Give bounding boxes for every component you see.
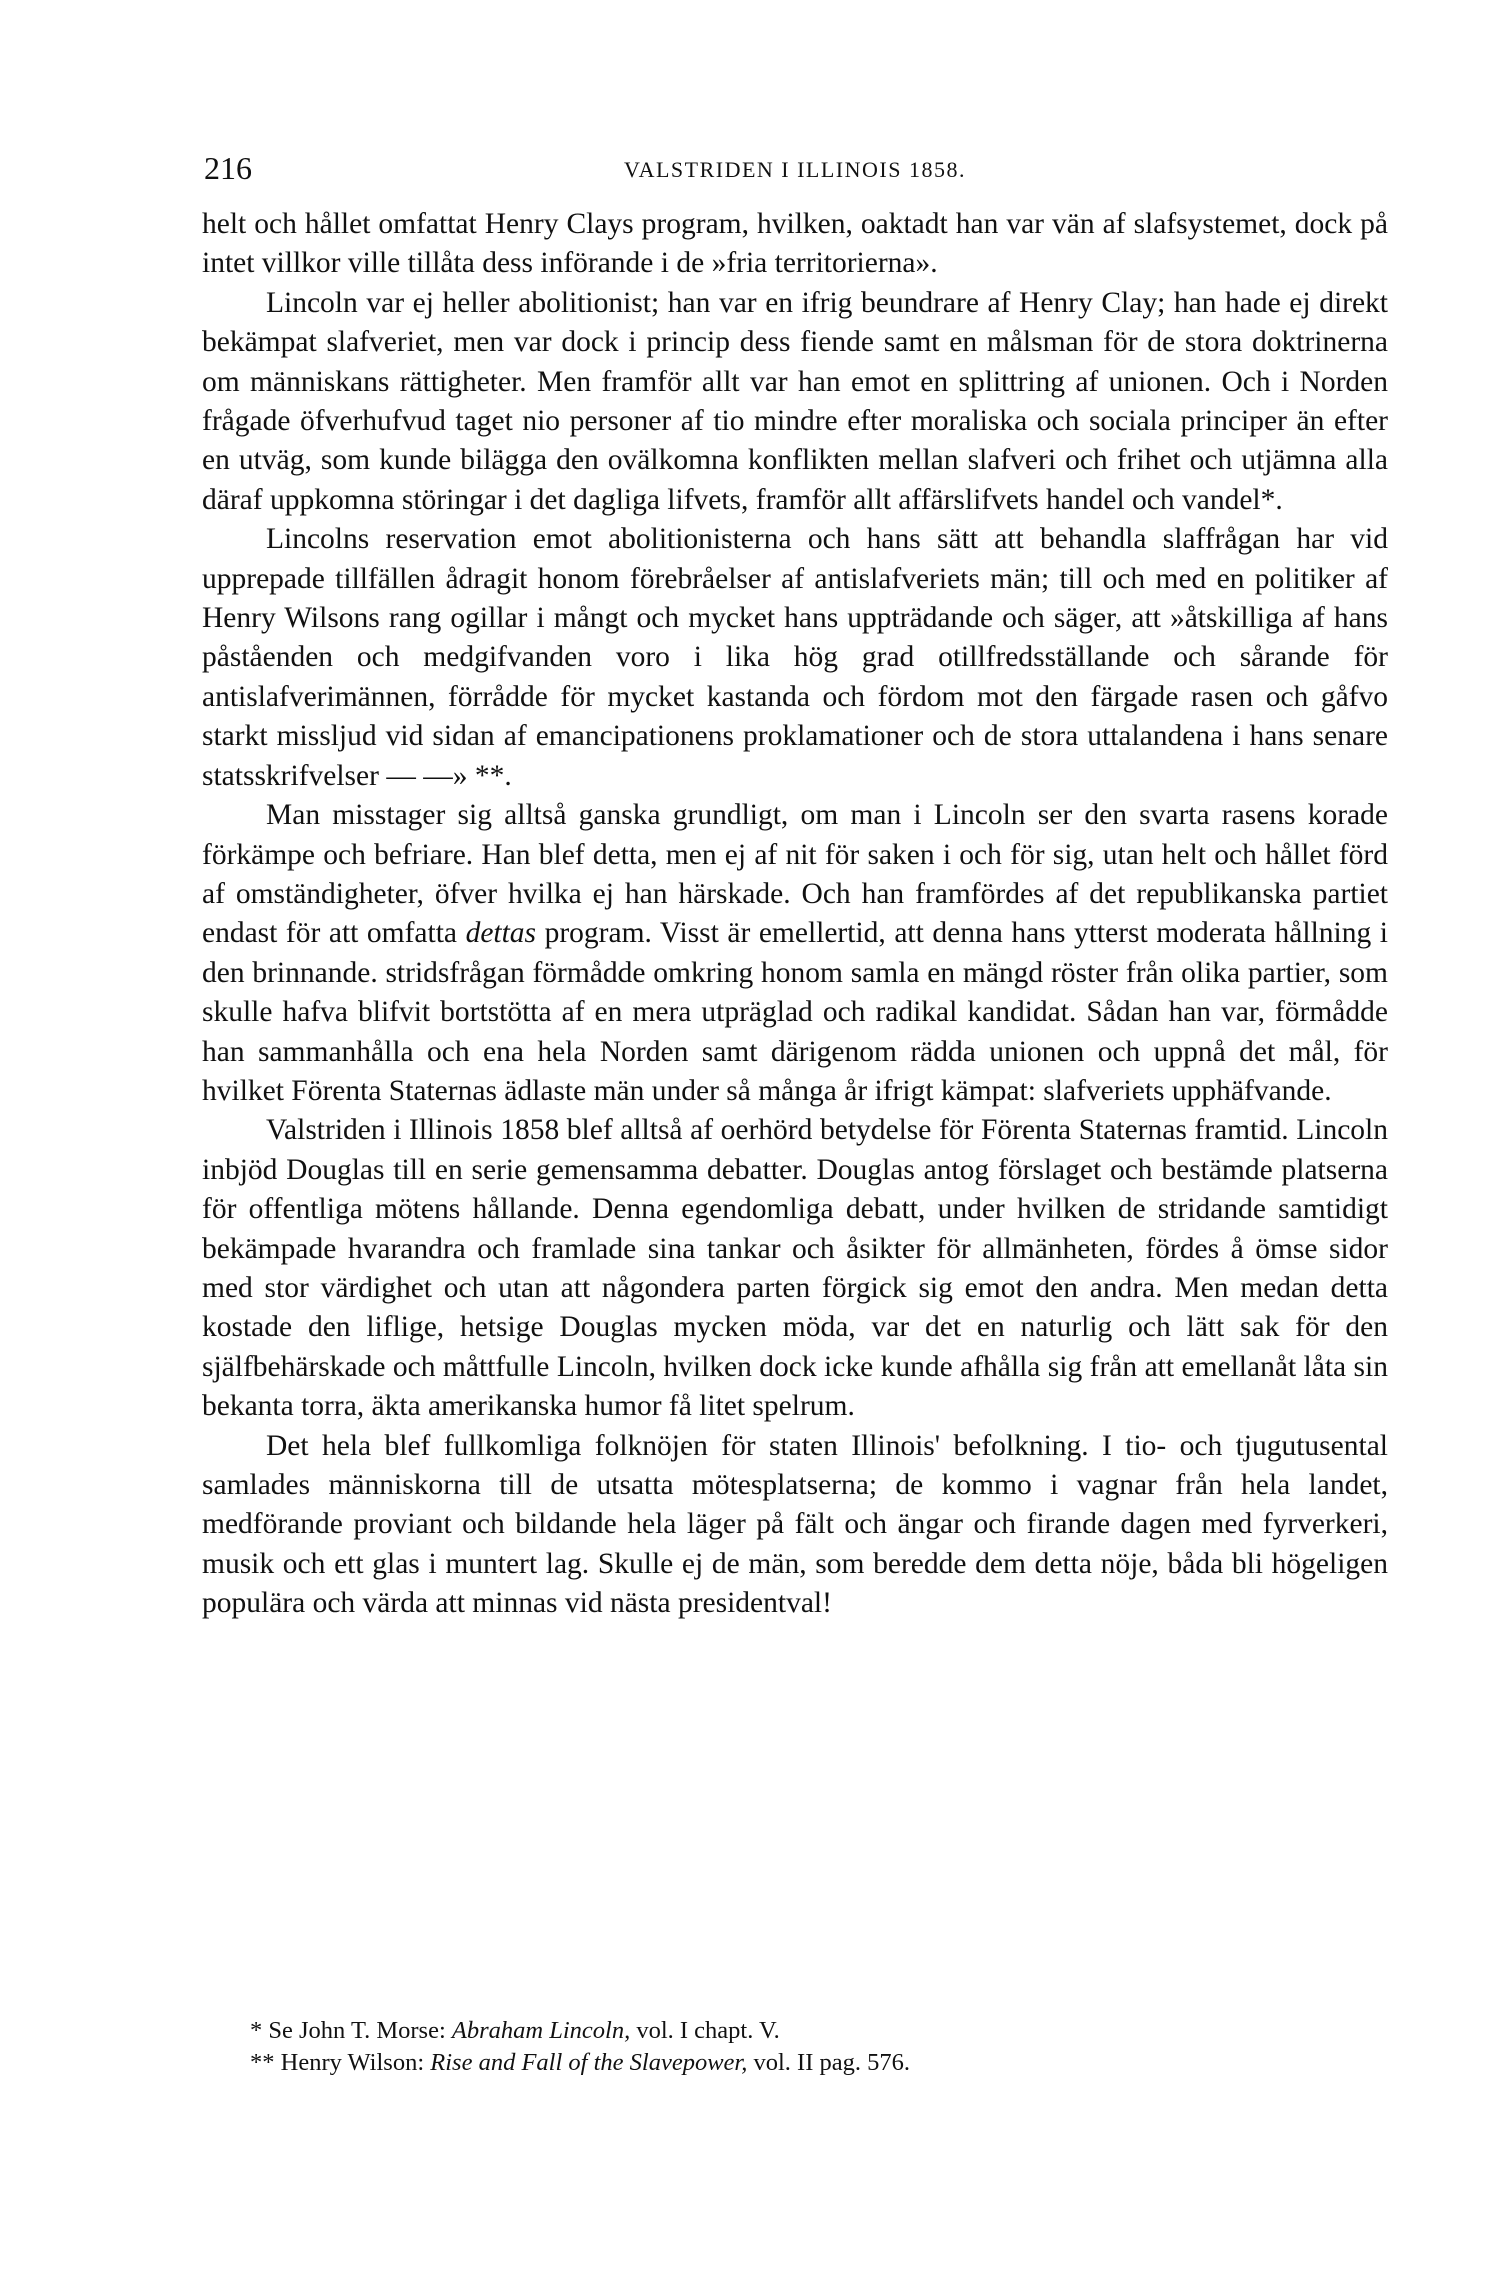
emphasized-word: dettas <box>465 917 537 950</box>
paragraph: Valstriden i Illinois 1858 blef alltså af oerhörd betydelse för Förenta Staternas framtid. Lincoln inbjöd Douglas till en serie gemensamma debatter. Douglas antog förslaget och bestämde platserna för offentliga mötens hållande. Denna egendomliga debatt, under hvilken de stridande samtidigt bekämpade hvarandra och framlade sina tankar och åsikter för allmänheten, fördes å ömse sidor med stor värdighet och utan att någondera parten förgick sig emot den andra. Men medan detta kostade den liflige, hetsige Douglas mycken möda, var det en naturlig och lätt sak för den själfbehärskade och måttfulle Lincoln, hvilken dock icke kunde afhålla sig från att emellanåt låta sin bekanta torra, äkta amerikanska humor få litet spelrum. <box>202 1114 1388 1423</box>
body-text <box>202 205 1388 1624</box>
footnote <box>250 2015 1350 2047</box>
paragraph: helt och hållet omfattat Henry Clays program, hvilken, oaktadt han var vän af slafsystemet, dock på intet villkor ville tillåta dess införande i de »fria territorierna». <box>202 208 1388 280</box>
footnote-work-title: Abraham Lincoln, <box>451 2017 631 2044</box>
footnote-text: Henry Wilson: <box>280 2049 431 2076</box>
footnote <box>250 2047 1350 2079</box>
footnote-text: vol. II pag. 576. <box>747 2049 910 2076</box>
paragraph: Det hela blef fullkomliga folknöjen för staten Illinois' befolkning. I tio- och tjugutusental samlades människorna till de utsatta mötesplatserna; de kommo i vagnar från hela landet, medförande proviant och bildande hela läger på fält och ängar och firande dagen med fyrverkeri, musik och ett glas i muntert lag. Skulle ej de män, som beredde dem detta nöje, båda bli högeligen populära och värda att minnas vid nästa presidentval! <box>202 1429 1388 1620</box>
paragraph-text: Man misstager sig alltså ganska grundligt, om man i Lincoln ser den svarta rasens korade förkämpe och befriare. Han blef detta, men ej af nit för saken i och för sig, utan helt och hållet förd af omständigheter, öfver hvilka ej han härskade. Och han framfördes af det republikanska partiet endast för att omfatta <box>202 799 1388 950</box>
footnote-mark: * <box>250 2017 263 2044</box>
paragraph: Lincoln var ej heller abolitionist; han var en ifrig beundrare af Henry Clay; han hade ej direkt bekämpat slafveriet, men var dock i princip dess fiende samt en målsman för de stora doktrinerna om människans rättigheter. Men framför allt var han emot en splittring af unionen. Och i Norden frågade öfverhufvud taget nio personer af tio mindre efter moraliska och sociala principer än efter en utväg, som kunde bilägga den ovälkomna konflikten mellan slafveri och frihet och utjämna alla däraf uppkomna störingar i det dagliga lifvets, framför allt affärslifvets handel och vandel*. <box>202 286 1388 516</box>
footnotes <box>250 2015 1350 2079</box>
footnote-text: Se John T. Morse: <box>268 2017 452 2044</box>
paragraph-text: program. Visst är emellertid, att denna hans ytterst moderata hållning i den brinnande. stridsfrågan förmådde omkring honom samla en mängd röster från olika partier, som skulle hafva blifvit bortstötta af en mera utpräglad och radikal kandidat. Sådan han var, förmådde han sammanhålla och ena hela Norden samt därigenom rädda unionen och uppnå det mål, för hvilket Förenta Staternas ädlaste män under så många år ifrigt kämpat: slafveriets upphäfvande. <box>202 917 1388 1107</box>
footnote-text: vol. I chapt. V. <box>630 2017 780 2044</box>
footnote-work-title: Rise and Fall of the Slavepower, <box>430 2049 748 2076</box>
paragraph <box>202 796 1388 1111</box>
page-header <box>200 148 1390 188</box>
footnote-mark: ** <box>250 2049 275 2076</box>
paragraph: Lincolns reservation emot abolitionisterna och hans sätt att behandla slaffrågan har vid upprepade tillfällen ådragit honom förebråelser af antislafveriets män; till och med en politiker af Henry Wilsons rang ogillar i mångt och mycket hans uppträdande och säger, att »åtskilliga af hans påståenden och medgifvanden voro i lika hög grad otillfredsställande och sårande för antislafverimännen, förrådde för mycket kastanda och fördom mot den färgade rasen och gåfvo starkt missljud vid sidan af emancipationens proklamationer och de stora uttalandena i hans senare statsskrifvelser — —» **. <box>202 523 1388 792</box>
page-number: 216 <box>204 150 252 186</box>
running-head: VALSTRIDEN I ILLINOIS 1858. <box>624 157 966 182</box>
